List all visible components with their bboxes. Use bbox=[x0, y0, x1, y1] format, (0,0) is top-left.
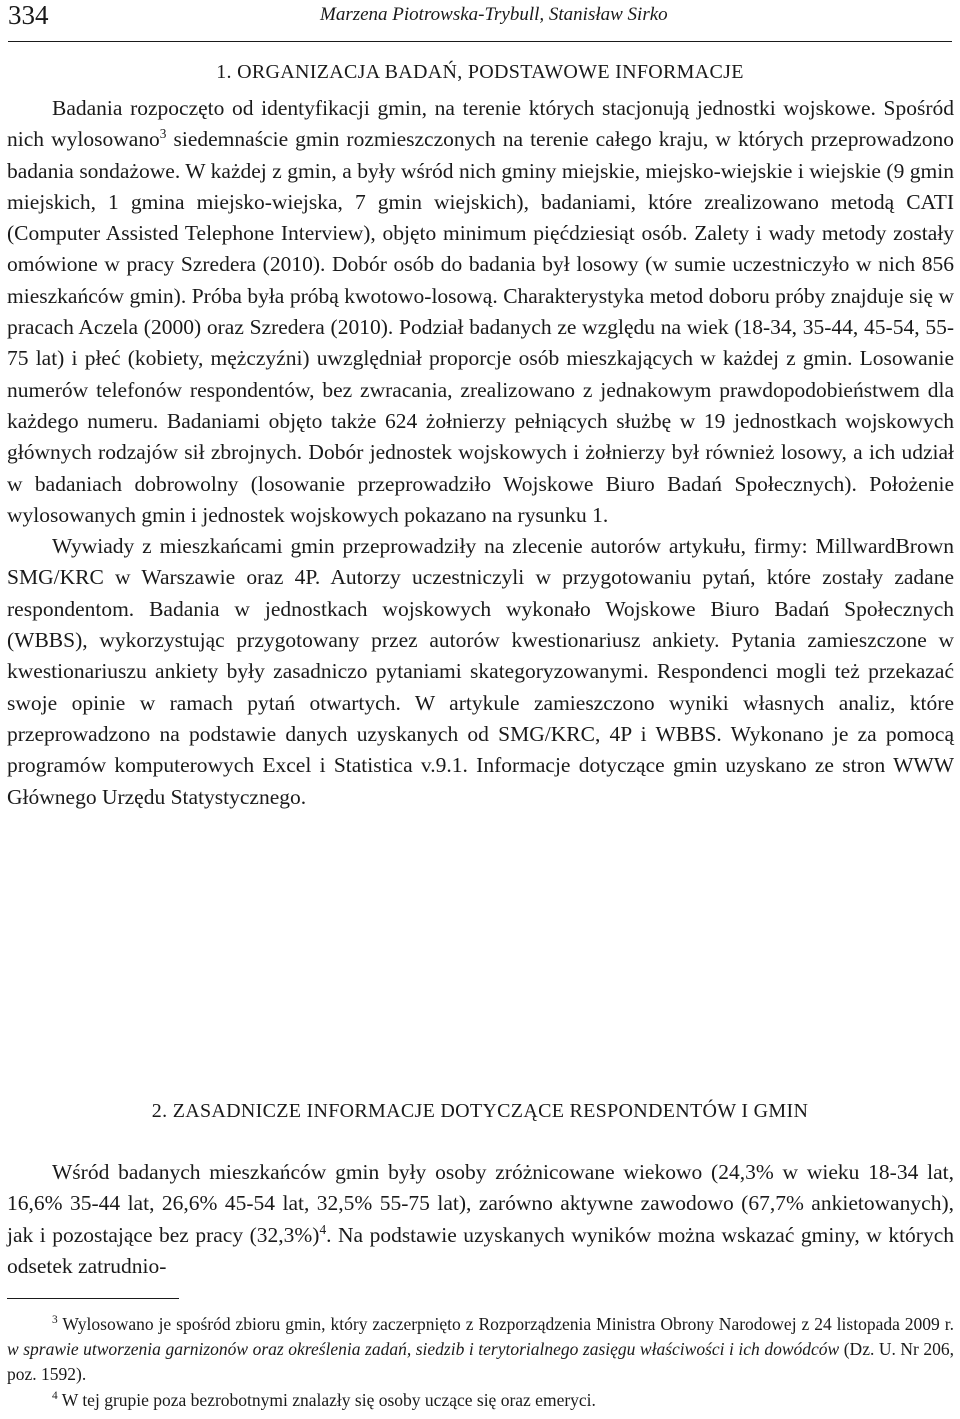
footnote-ref-3[interactable]: 3 bbox=[159, 126, 167, 142]
paragraph-text: . Na podstawie uzyskanych wyników można wskazać gminy, w których odsetek zatrudnio- bbox=[7, 1222, 954, 1278]
paragraph bbox=[7, 93, 954, 531]
paragraph-text: siedemnaście gmin rozmieszczonych na terenie całego kraju, w których przeprowadzono badania sondażowe. W każdej z gmin, a były wśród nich gminy miejskie, miejsko-wiejskie i wiejskie (9 gmin miejskich, 1 gmina miejsko-wiejska, 7 gmin wiejskich), badaniami, które zrealizowano metodą CATI (Computer Assisted Telephone Interview), objęto minimum pięćdziesiąt osób. Zalety i wady metody zostały omówione w pracy Szredera (2010). Dobór osób do badania był losowy (w sumie uczestniczyło w nich 856 mieszkańców gmin). Próba była próbą kwotowo-losową. Charakterystyka metod doboru próby znajduje się w pracach Aczela (2000) oraz Szredera (2010). Podział badanych ze względu na wiek (18-34, 35-44, 45-54, 55-75 lat) i płeć (kobiety, mężczyźni) uwzględniał proporcje osób mieszkających w każdej z gmin. Losowanie numerów telefonów respondentów, bez zwracania, zrealizowano z jednakowym prawdopodobieństwem dla każdego numeru. Badaniami objęto także 624 żołnierzy pełniących służbę w 19 jednostkach wojskowych głównych rodzajów sił zbrojnych. Dobór jednostek wojskowych i żołnierzy był również losowy, a ich udział w badaniach dobrowolny (losowanie przeprowadziło Wojskowe Biuro Badań Społecznych). Położenie wylosowanych gmin i jednostek wojskowych pokazano na rysunku 1. bbox=[7, 127, 954, 527]
footnote-4 bbox=[7, 1388, 954, 1413]
section-1-body bbox=[7, 93, 954, 813]
paragraph-text: Wśród badanych mieszkańców gmin były osoby zróżnicowane wiekowo (24,3% w wieku 18-34 lat, 16,6% 35-44 lat, 26,6% 45-54 lat, 32,5% 55-75 lat), zarówno aktywne zawodowo (67,7% ankietowanych), jak i pozostające bez pracy (32,3%) bbox=[7, 1160, 954, 1247]
footnote-number: 3 bbox=[52, 1314, 58, 1327]
footnote-italic-title: w sprawie utworzenia garnizonów oraz określenia zadań, siedzib i terytorialnego zasięgu właściwości i ich dowódców bbox=[7, 1339, 840, 1360]
section-heading-2: 2. ZASADNICZE INFORMACJE DOTYCZĄCE RESPONDENTÓW I GMIN bbox=[151, 1100, 809, 1122]
section-heading-1: 1. ORGANIZACJA BADAŃ, PODSTAWOWE INFORMACJE bbox=[216, 61, 744, 83]
paragraph bbox=[7, 1157, 954, 1282]
header-rule bbox=[8, 41, 952, 42]
paragraph-text: Badania rozpoczęto od identyfikacji gmin, na terenie których stacjonują jednostki wojskowe. Spośród nich wylosowano bbox=[7, 96, 954, 152]
running-head-authors: Marzena Piotrowska-Trybull, Stanisław Sirko bbox=[320, 4, 668, 25]
footnote-text: W tej grupie poza bezrobotnymi znalazły się osoby uczące się oraz emeryci. bbox=[57, 1389, 596, 1410]
footnotes bbox=[7, 1312, 954, 1413]
footnote-number: 4 bbox=[52, 1389, 58, 1402]
running-header bbox=[8, 0, 952, 50]
footnote-ref-4[interactable]: 4 bbox=[319, 1221, 327, 1237]
paragraph: Wywiady z mieszkańcami gmin przeprowadziły na zlecenie autorów artykułu, firmy: MillwardBrown SMG/KRC w Warszawie oraz 4P. Autorzy uczestniczyli w przygotowaniu pytań, które zostały zadane respondentom. Badania w jednostkach wojskowych wykonało Wojskowe Biuro Badań Społecznych (WBBS), wykorzystując przygotowany przez autorów kwestionariusz ankiety. Pytania zamieszczone w kwestionariuszu ankiety były zasadniczo pytaniami skategoryzowanymi. Respondenci mogli też przekazać swoje opinie w ramach pytań otwartych. W artykule zamieszczono wyniki własnych analiz, które przeprowadzono na podstawie danych uzyskanych od SMG/KRC, 4P i WBBS. Wykonano je za pomocą programów komputerowych Excel i Statistica v.9.1. Informacje dotyczące gmin uzyskano ze stron WWW Głównego Urzędu Statystycznego. bbox=[7, 534, 954, 809]
footnote-rule bbox=[7, 1298, 179, 1299]
footnote-text: Wylosowano je spośród zbioru gmin, który zaczerpnięto z Rozporządzenia Ministra Obrony Narodowej z 24 listopada 2009 r. bbox=[57, 1314, 954, 1334]
footnote-text: (Dz. U. Nr 206, poz. 1592). bbox=[7, 1339, 955, 1385]
footnote-3 bbox=[7, 1312, 954, 1388]
page-number: 334 bbox=[8, 0, 49, 30]
section-2-body bbox=[7, 1157, 954, 1282]
